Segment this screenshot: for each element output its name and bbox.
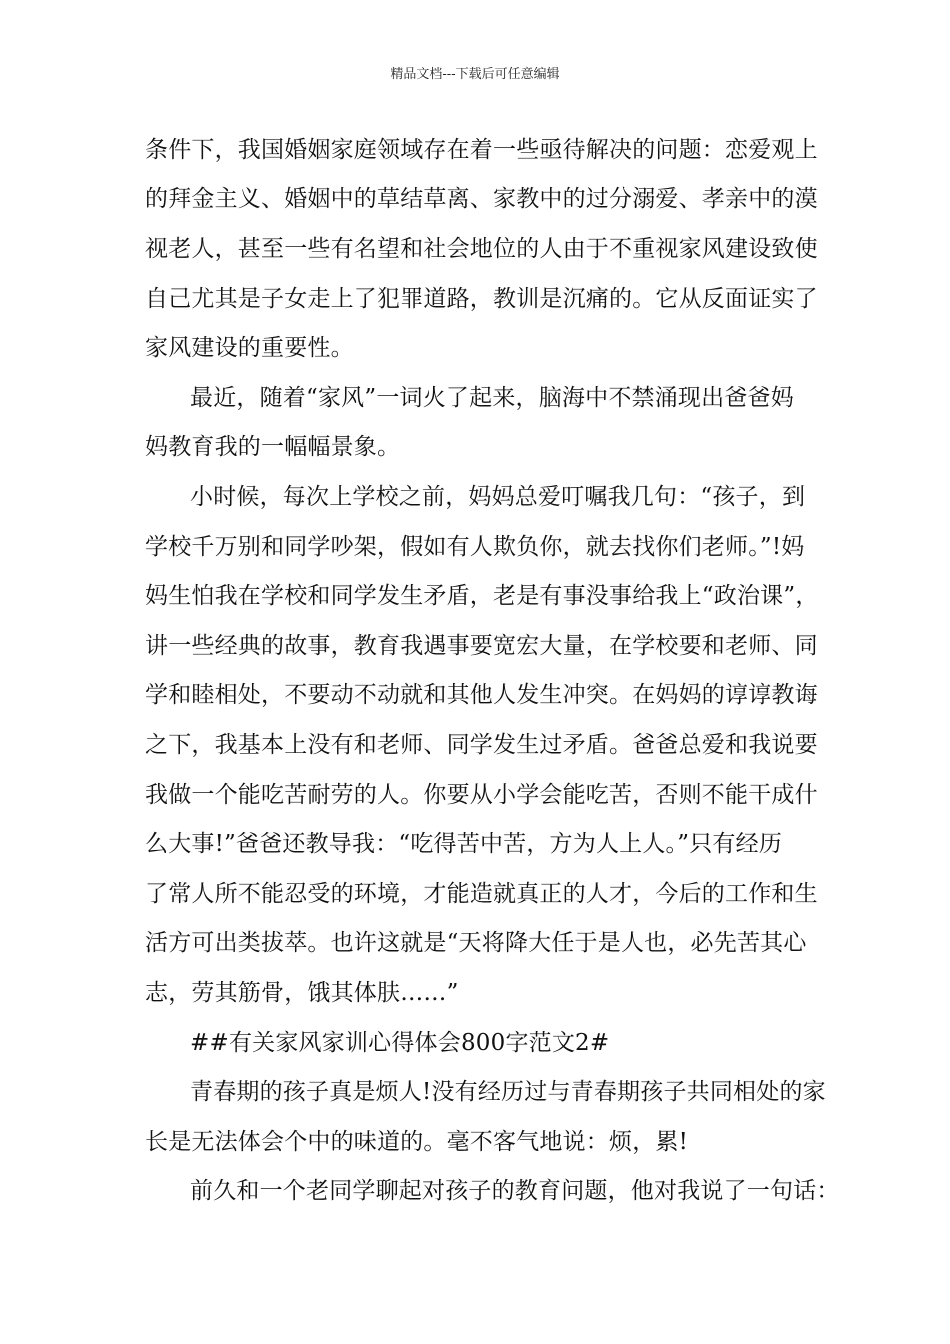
- text-line: 妈生怕我在学校和同学发生矛盾，老是有事没事给我上“政治课”，: [145, 583, 819, 609]
- text-line: 我做一个能吃苦耐劳的人。你要从小学会能吃苦，否则不能干成什: [145, 782, 818, 808]
- paragraph-start: 青春期的孩子真是烦人!没有经历过与青春期孩子共同相处的家: [190, 1079, 826, 1105]
- text-line: 之下，我基本上没有和老师、同学发生过矛盾。爸爸总爱和我说要: [145, 732, 818, 758]
- paragraph-start: 最近，随着“家风”一词火了起来，脑海中不禁涌现出爸爸妈: [190, 385, 794, 411]
- text-line: 的拜金主义、婚姻中的草结草离、家教中的过分溺爱、孝亲中的漠: [145, 186, 818, 212]
- text-line: 条件下，我国婚姻家庭领域存在着一些亟待解决的问题：恋爱观上: [145, 137, 818, 163]
- text-line: 自己尤其是子女走上了犯罪道路，教训是沉痛的。它从反面证实了: [145, 286, 818, 312]
- text-line: 志，劳其筋骨，饿其体肤……”: [145, 980, 459, 1006]
- paragraph-start: 前久和一个老同学聊起对孩子的教育问题，他对我说了一句话：: [190, 1178, 840, 1204]
- text-line: 学和睦相处，不要动不动就和其他人发生冲突。在妈妈的谆谆教诲: [145, 682, 818, 708]
- paragraph-start: 小时候，每次上学校之前，妈妈总爱叮嘱我几句：“孩子，到: [190, 484, 806, 510]
- text-line: 视老人，甚至一些有名望和社会地位的人由于不重视家风建设致使: [145, 236, 818, 262]
- text-line: 了常人所不能忍受的环境，才能造就真正的人才，今后的工作和生: [145, 881, 818, 907]
- text-line: 活方可出类拔萃。也许这就是“天将降大任于是人也，必先苦其心: [145, 930, 807, 956]
- text-line: 学校千万别和同学吵架，假如有人欺负你，就去找你们老师。”!妈: [145, 534, 805, 560]
- section-heading: ##有关家风家训心得体会800字范文2#: [190, 1030, 610, 1056]
- page-header: 精品文档---下载后可任意编辑: [390, 67, 560, 82]
- text-line: 家风建设的重要性。: [145, 335, 354, 361]
- text-line: 么大事!”爸爸还教导我：“吃得苦中苦，方为人上人。”只有经历: [145, 831, 783, 857]
- text-line: 长是无法体会个中的味道的。毫不客气地说：烦，累!: [145, 1129, 689, 1155]
- text-line: 妈教育我的一幅幅景象。: [145, 434, 401, 460]
- text-line: 讲一些经典的故事，教育我遇事要宽宏大量，在学校要和老师、同: [145, 633, 818, 659]
